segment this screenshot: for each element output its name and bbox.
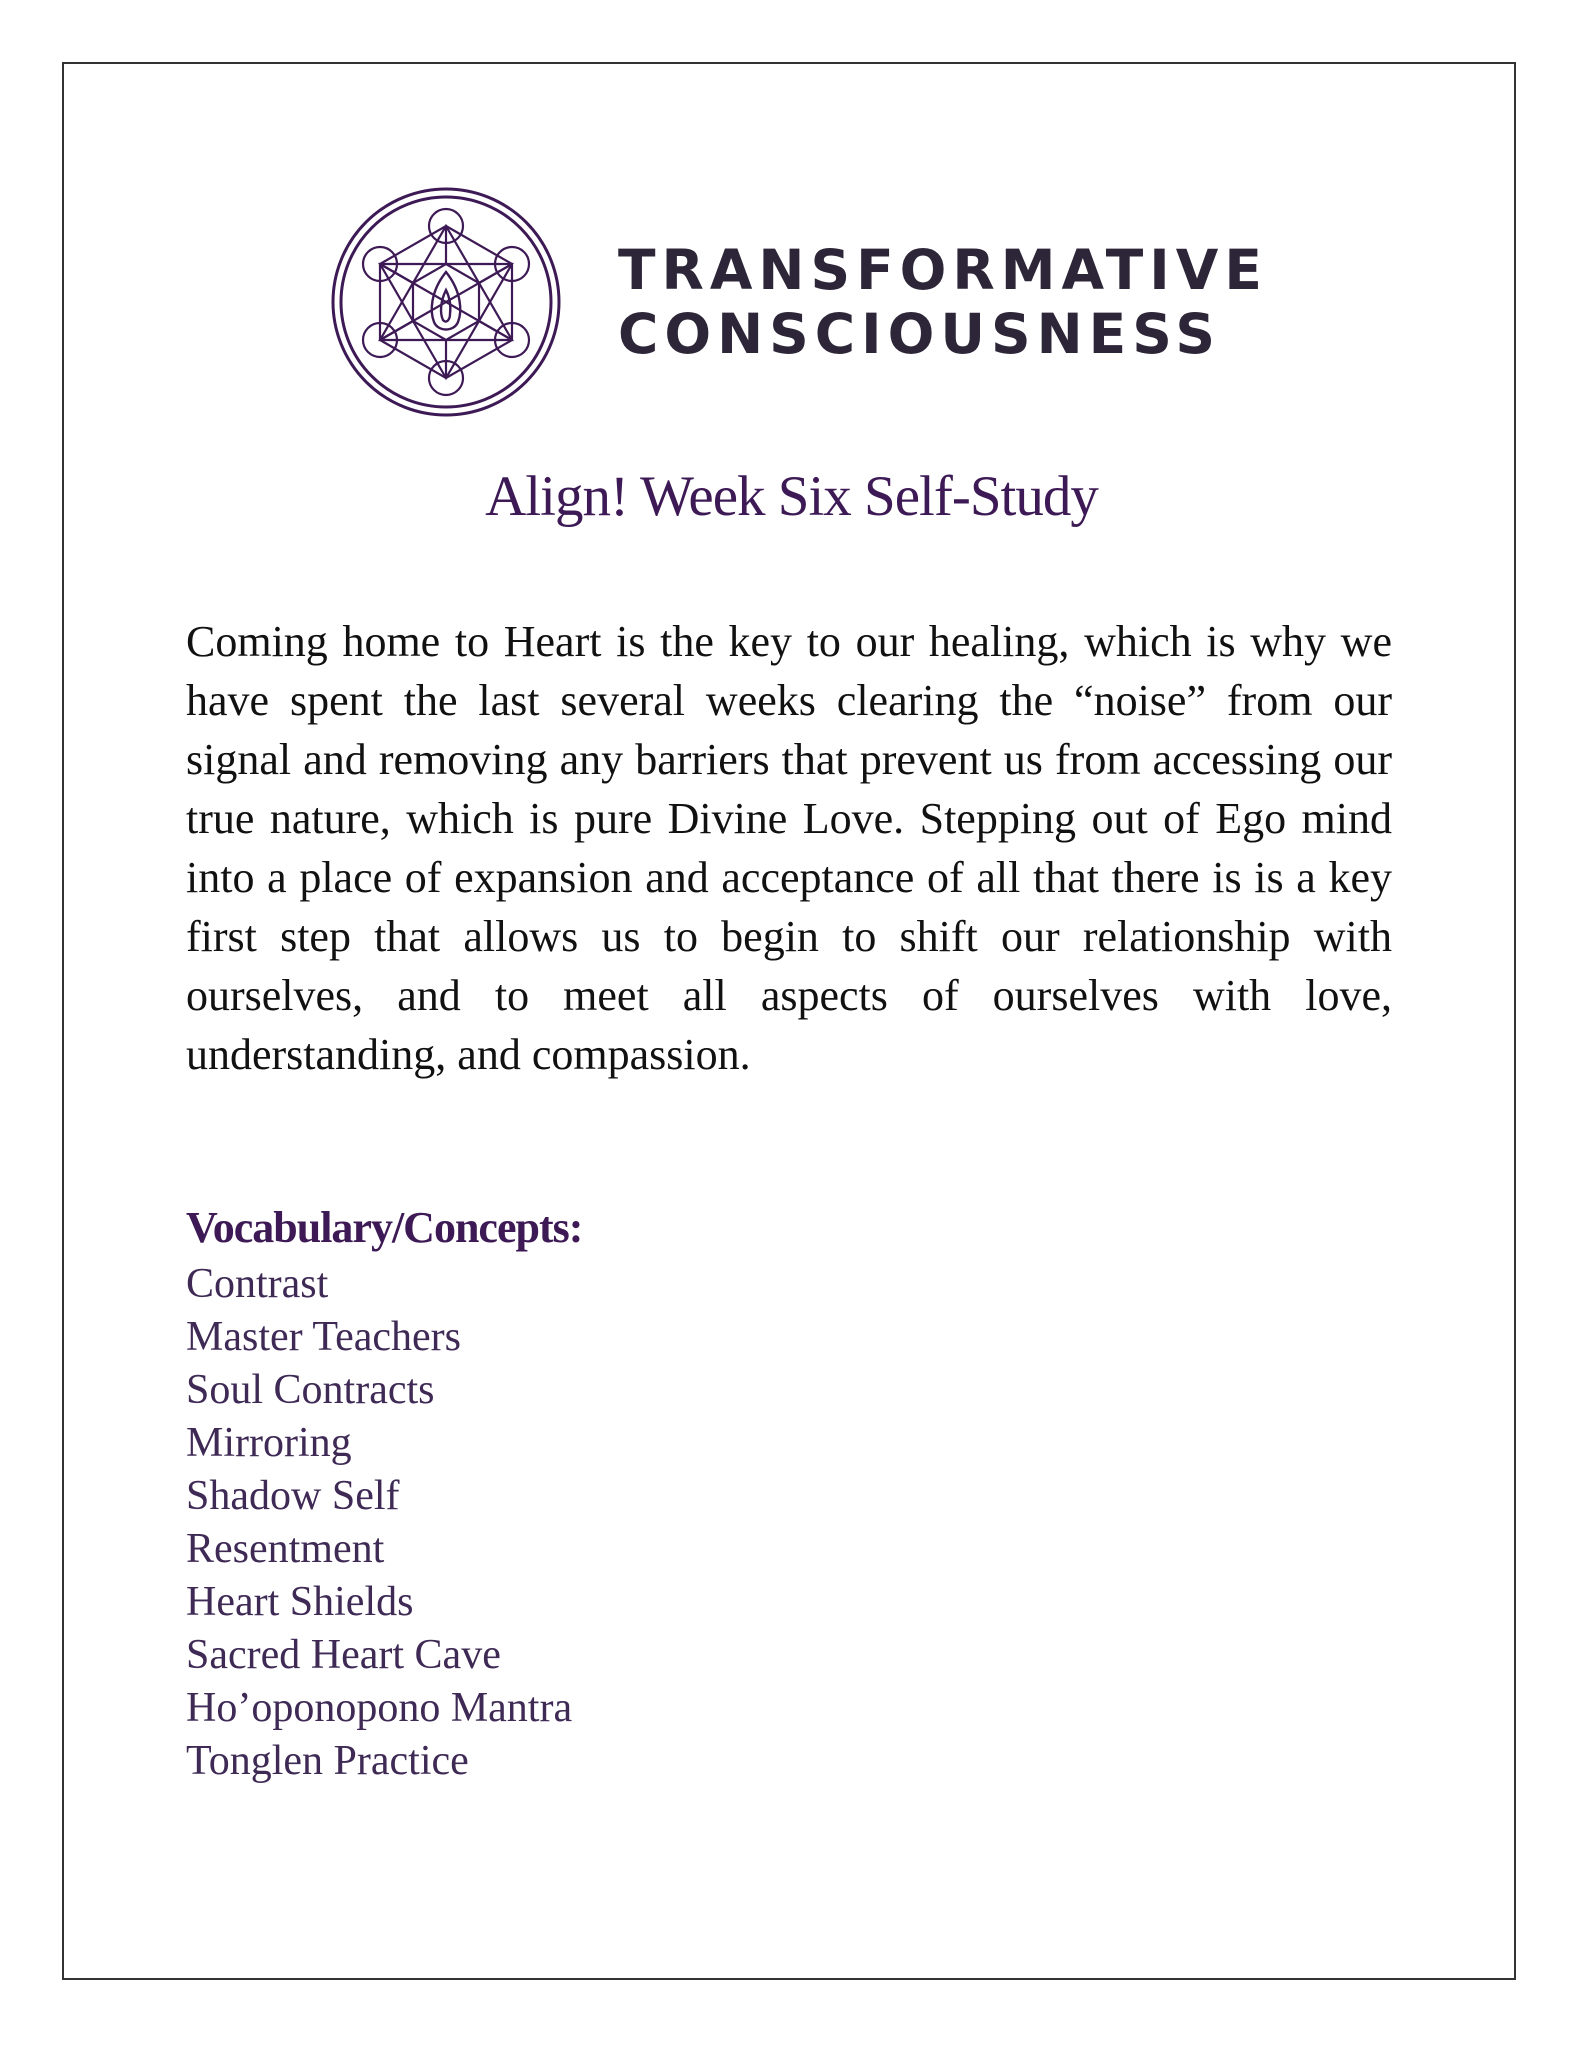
vocabulary-item: Contrast <box>186 1261 329 1307</box>
metatron-cube-flame-icon <box>330 186 562 418</box>
vocabulary-list <box>186 1258 572 1788</box>
vocabulary-item: Master Teachers <box>186 1314 461 1360</box>
vocabulary-item: Mirroring <box>186 1420 352 1466</box>
brand-logo <box>330 186 1268 418</box>
brand-wordmark <box>618 238 1268 366</box>
vocabulary-item: Resentment <box>186 1526 385 1572</box>
vocabulary-item: Soul Contracts <box>186 1367 435 1413</box>
brand-line-1: TRANSFORMATIVE <box>618 238 1268 302</box>
vocabulary-item: Sacred Heart Cave <box>186 1632 501 1678</box>
vocabulary-heading: Vocabulary/Concepts: <box>186 1203 583 1252</box>
vocabulary-item: Ho’oponopono Mantra <box>186 1685 573 1731</box>
vocabulary-item: Tonglen Practice <box>186 1738 469 1784</box>
vocabulary-item: Heart Shields <box>186 1579 414 1625</box>
brand-line-2: CONSCIOUSNESS <box>618 302 1221 366</box>
intro-paragraph: Coming home to Heart is the key to our healing, which is why we have spent the last several weeks clearing the “noise” from our signal and removing any barriers that prevent us from accessing our true nature, which is pure Divine Love. Stepping out of Ego mind into a place of expansion and acceptance of all that there is is a key first step that allows us to begin to shift our relationship with ourselves, and to meet all aspects of ourselves with love, understanding, and compassion. <box>186 617 1392 1079</box>
vocabulary-item: Shadow Self <box>186 1473 400 1519</box>
page-title: Align! Week Six Self-Study <box>485 465 1098 528</box>
